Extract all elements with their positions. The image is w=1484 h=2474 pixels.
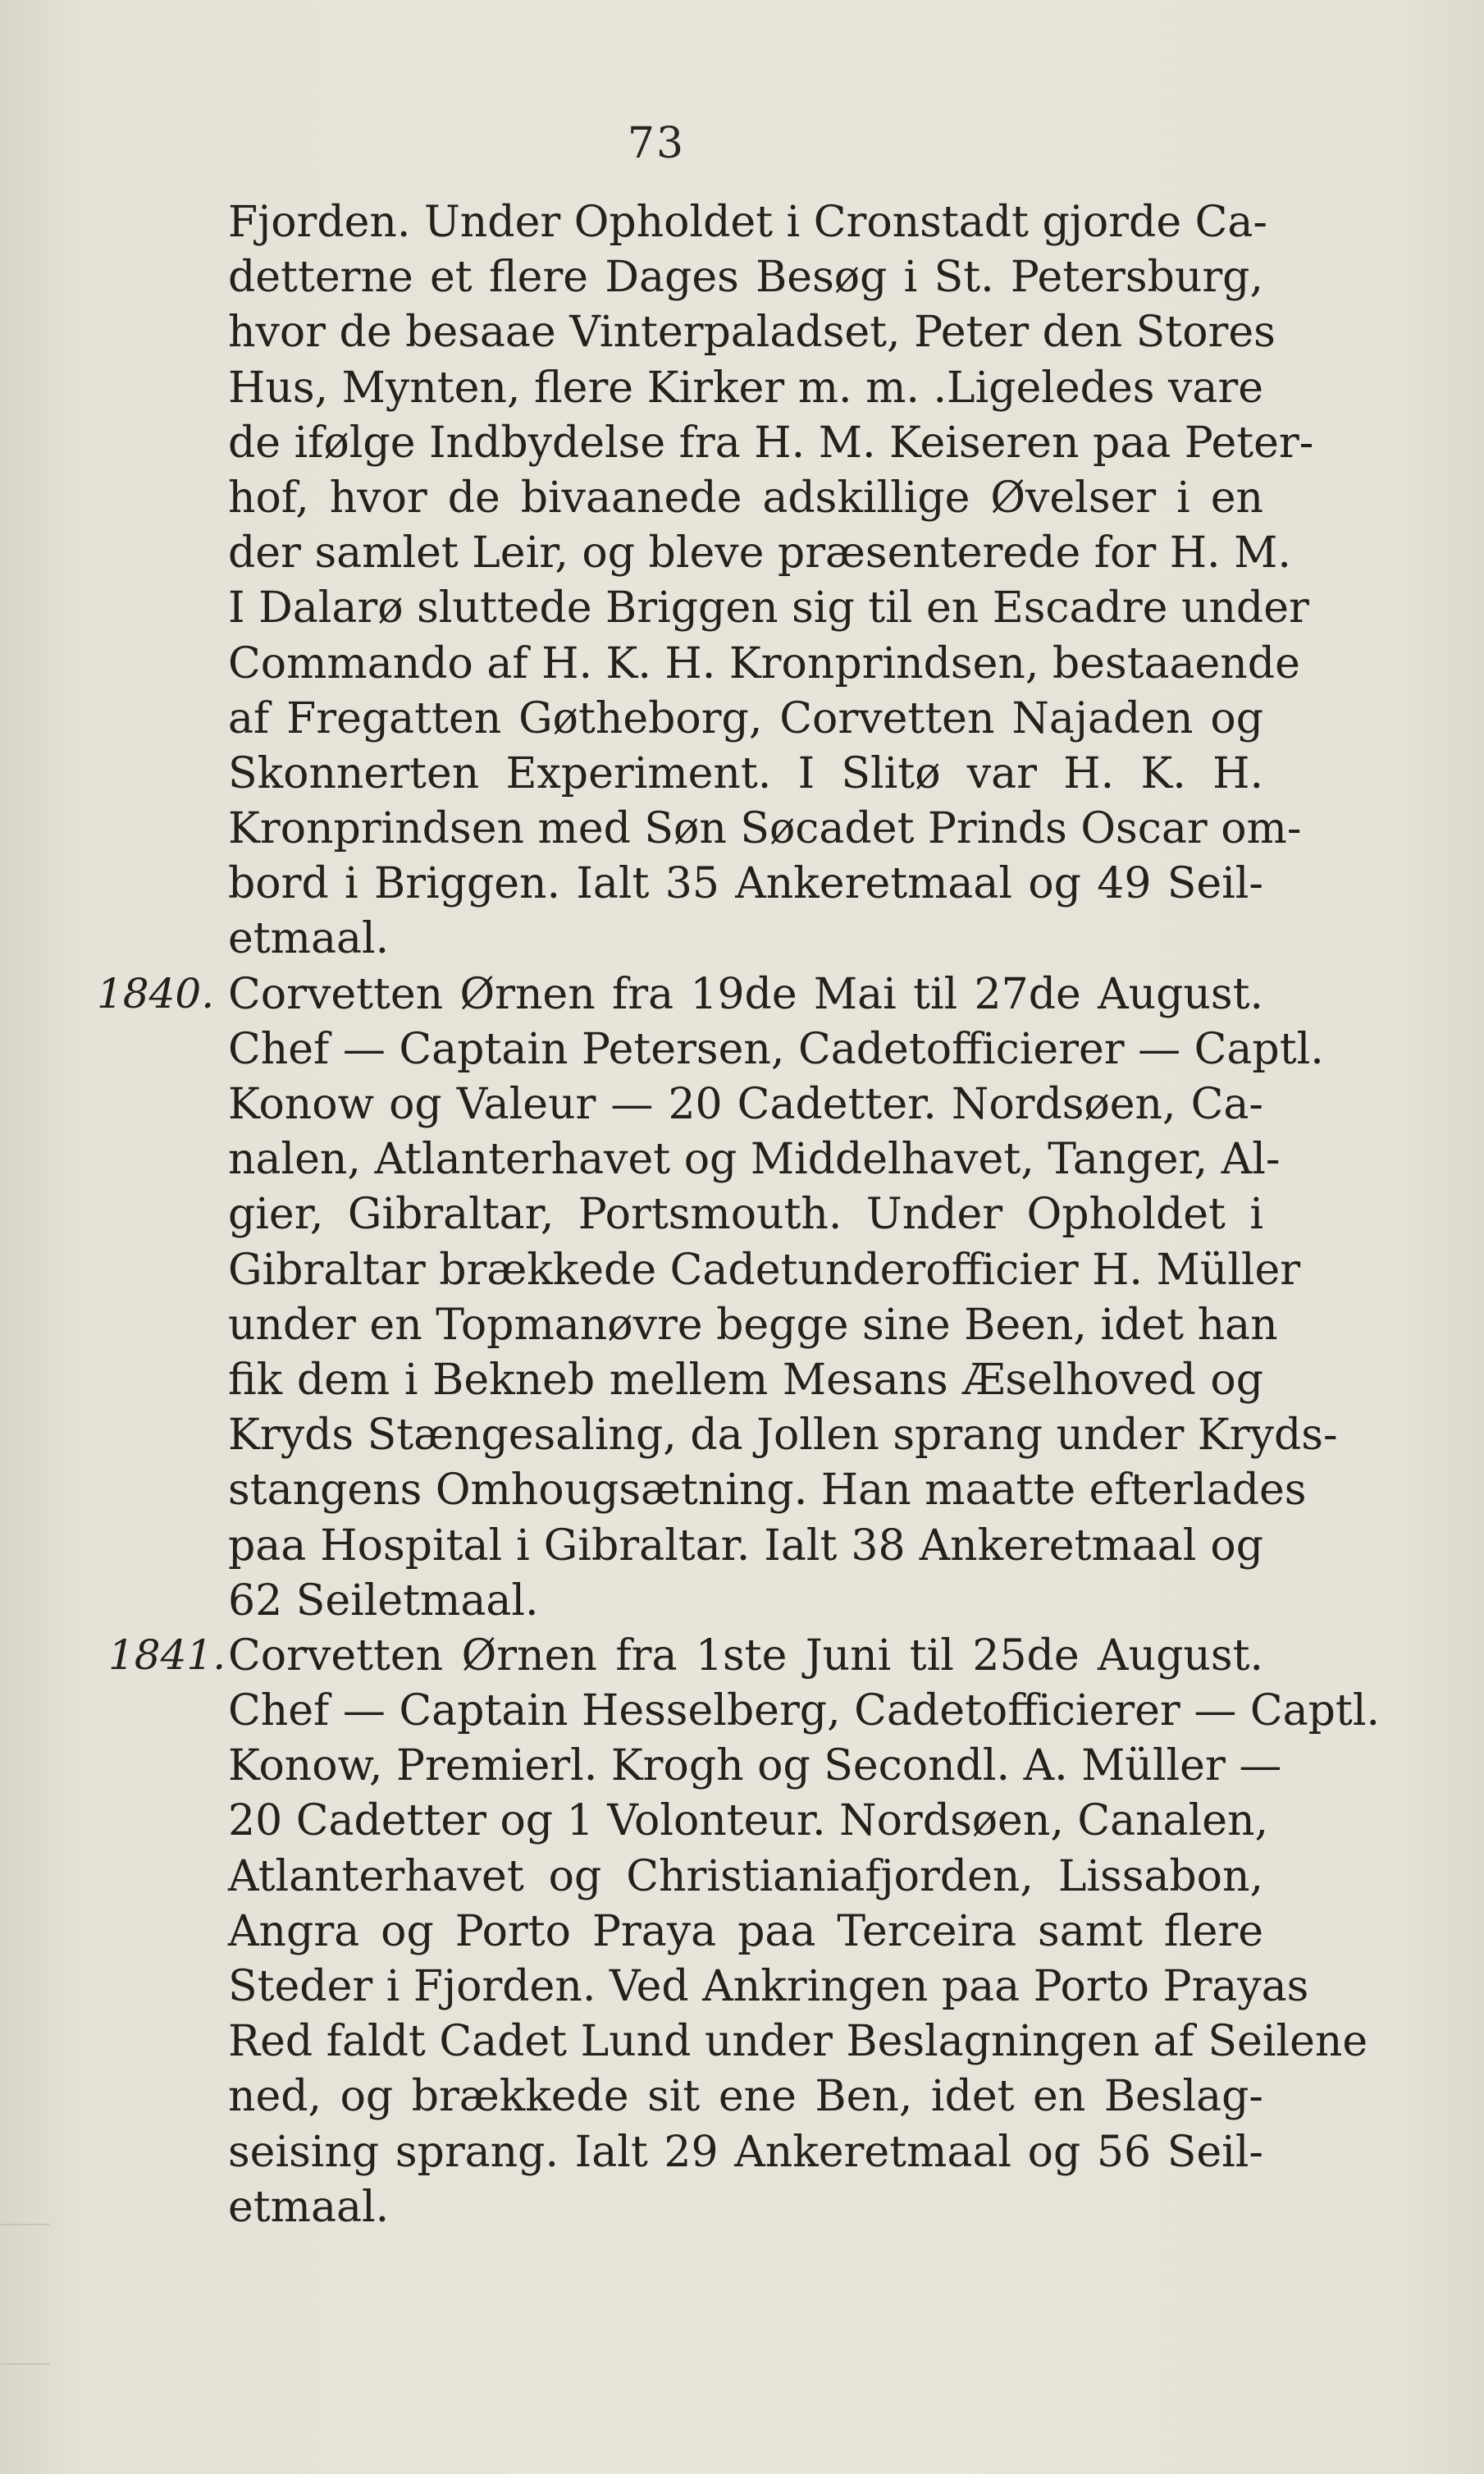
text-line: stangens Omhougsætning. Han maatte efterlades xyxy=(228,1466,1307,1516)
text-line: Chef — Captain Hesselberg, Cadetofficierer — Captl. xyxy=(228,1686,1380,1736)
text-line: I Dalarø sluttede Briggen sig til en Escadre under xyxy=(228,583,1309,633)
text-line: detterne et flere Dages Besøg i St. Petersburg, xyxy=(228,253,1263,303)
text-line: Commando af H. K. H. Kronprindsen, bestaaende xyxy=(228,638,1300,688)
text-line: Corvetten Ørnen fra 19de Mai til 27de August. xyxy=(228,969,1263,1019)
margin-year-1841: 1841. xyxy=(108,1631,226,1679)
text-line: Kronprindsen med Søn Søcadet Prinds Oscar om- xyxy=(228,804,1302,854)
text-line: paa Hospital i Gibraltar. Ialt 38 Ankeretmaal og xyxy=(228,1521,1263,1571)
text-line: Chef — Captain Petersen, Cadetofficierer — Captl. xyxy=(228,1024,1324,1074)
text-line: af Fregatten Gøtheborg, Corvetten Najaden og xyxy=(228,693,1263,743)
body-text xyxy=(228,195,1380,2235)
text-line: Steder i Fjorden. Ved Ankringen paa Porto Prayas xyxy=(228,1962,1309,2011)
text-line: ned, og brækkede sit ene Ben, idet en Beslag- xyxy=(228,2072,1263,2122)
text-line: der samlet Leir, og bleve præsenterede for H. M. xyxy=(228,528,1291,578)
text-line: Corvetten Ørnen fra 1ste Juni til 25de August. xyxy=(228,1630,1263,1681)
text-line: etmaal. xyxy=(228,914,390,964)
text-line: Konow og Valeur — 20 Cadetter. Nordsøen, Ca- xyxy=(228,1080,1263,1129)
text-line: etmaal. xyxy=(228,2182,390,2232)
text-line: hvor de besaae Vinterpaladset, Peter den Stores xyxy=(228,308,1276,358)
page-edge-line xyxy=(0,2224,49,2225)
text-line: Angra og Porto Praya paa Terceira samt flere xyxy=(228,1906,1263,1956)
text-line: Red faldt Cadet Lund under Beslagningen af Seilene xyxy=(228,2017,1368,2067)
page-edge-line xyxy=(0,2363,49,2365)
margin-year-1840: 1840. xyxy=(97,970,215,1017)
text-line: Skonnerten Experiment. I Slitø var H. K. H. xyxy=(228,748,1263,798)
text-line: Gibraltar brækkede Cadetunderofficier H. Müller xyxy=(228,1245,1301,1295)
text-line: 20 Cadetter og 1 Volonteur. Nordsøen, Canalen, xyxy=(228,1796,1269,1846)
text-line: under en Topmanøvre begge sine Been, idet han xyxy=(228,1300,1278,1350)
text-line: de ifølge Indbydelse fra H. M. Keiseren paa Peter- xyxy=(228,418,1314,468)
text-line: Atlanterhavet og Christianiafjorden, Lissabon, xyxy=(228,1851,1263,1901)
text-line: gier, Gibraltar, Portsmouth. Under Opholdet i xyxy=(228,1190,1263,1240)
text-line: Konow, Premierl. Krogh og Secondl. A. Müller — xyxy=(228,1741,1282,1791)
text-line: nalen, Atlanterhavet og Middelhavet, Tanger, Al- xyxy=(228,1135,1281,1185)
text-line: hof, hvor de bivaanede adskillige Øvelser i en xyxy=(228,473,1263,523)
text-line: bord i Briggen. Ialt 35 Ankeretmaal og 49 Seil- xyxy=(228,859,1263,909)
text-line: 62 Seiletmaal. xyxy=(228,1575,539,1626)
text-line: seising sprang. Ialt 29 Ankeretmaal og 56 Seil- xyxy=(228,2127,1263,2177)
text-line: fik dem i Bekneb mellem Mesans Æselhoved og xyxy=(228,1355,1263,1405)
text-line: Fjorden. Under Opholdet i Cronstadt gjorde Ca- xyxy=(228,198,1267,247)
text-line: Kryds Stængesaling, da Jollen sprang under Kryds- xyxy=(228,1411,1338,1461)
page-number: 73 xyxy=(627,119,686,168)
text-line: Hus, Mynten, flere Kirker m. m. .Ligeledes vare xyxy=(228,363,1263,413)
